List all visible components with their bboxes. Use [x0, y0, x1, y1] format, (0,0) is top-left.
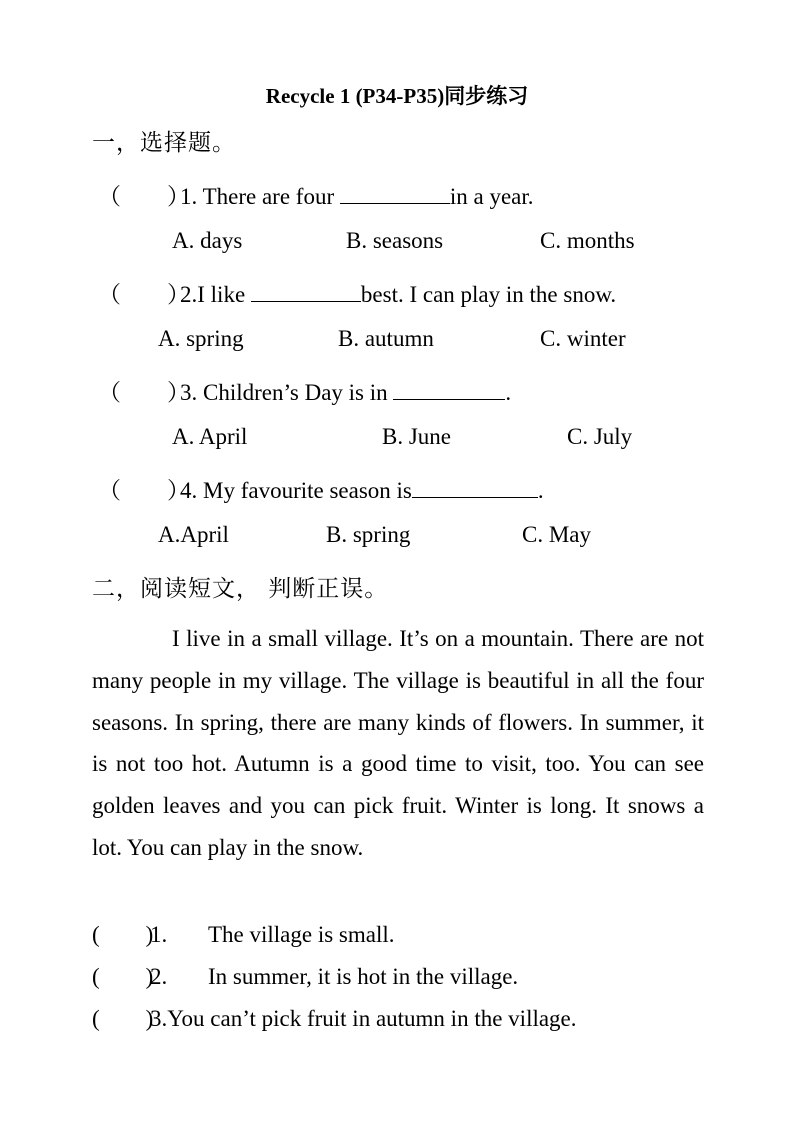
- statement-3: [92, 1000, 577, 1033]
- question-text-end: best. I can play in the snow.: [360, 282, 617, 307]
- option-a: A. days: [172, 228, 243, 253]
- option-a: A.April: [158, 522, 229, 547]
- section1-heading: 一，选择题。: [92, 130, 236, 156]
- option-b: B. seasons: [346, 228, 444, 253]
- option-a: A. April: [172, 424, 248, 449]
- answer-paren[interactable]: （ ）: [98, 282, 190, 307]
- statement-number: 1.: [150, 922, 168, 947]
- reading-passage: [92, 618, 704, 869]
- question-text: 4. My favourite season is: [180, 478, 412, 503]
- section2-heading: 二，阅读短文， 判断正误。: [92, 576, 389, 602]
- question-text-end: .: [505, 380, 512, 405]
- answer-blank[interactable]: [340, 183, 450, 204]
- statement-text: You can’t pick fruit in autumn in the village.: [167, 1006, 577, 1031]
- option-b: B. spring: [326, 522, 411, 547]
- question-text: 1. There are four: [180, 184, 340, 209]
- answer-paren[interactable]: （ ）: [98, 380, 190, 405]
- question-4: [98, 472, 544, 505]
- statement-number: 3.: [150, 1006, 168, 1031]
- question-text-end: in a year.: [449, 184, 534, 209]
- answer-paren[interactable]: ( ): [92, 1006, 154, 1031]
- option-c: C. winter: [540, 326, 626, 351]
- question-text: 3. Children’s Day is in: [180, 380, 394, 405]
- question-text-end: .: [537, 478, 544, 503]
- passage-text: I live in a small village. It’s on a mountain. There are not many people in my village. The village is beautiful in all the four seasons. In spring, there are many kinds of flowers. In summer, it is not too hot. Autumn is a good time to visit, too. You can see golden leaves and you can pick fruit. Winter is long. It snows a lot. You can play in the snow.: [92, 626, 704, 860]
- statement-text: In summer, it is hot in the village.: [208, 964, 519, 989]
- answer-blank[interactable]: [412, 477, 538, 498]
- option-b: B. June: [382, 424, 451, 449]
- answer-paren[interactable]: （ ）: [98, 184, 190, 209]
- option-b: B. autumn: [338, 326, 434, 351]
- answer-blank[interactable]: [393, 379, 505, 400]
- option-c: C. May: [522, 522, 591, 547]
- option-a: A. spring: [158, 326, 244, 351]
- answer-paren[interactable]: （ ）: [98, 478, 190, 503]
- statement-1: [92, 916, 395, 949]
- question-text: 2.I like: [180, 282, 251, 307]
- question-1: [98, 178, 534, 211]
- statement-text: The village is small.: [208, 922, 395, 947]
- answer-paren[interactable]: ( ): [92, 922, 154, 947]
- question-2: [98, 276, 616, 309]
- option-c: C. months: [540, 228, 635, 253]
- answer-paren[interactable]: ( ): [92, 964, 154, 989]
- statement-2: [92, 958, 518, 991]
- option-c: C. July: [567, 424, 633, 449]
- question-3: [98, 374, 511, 407]
- page-title: Recycle 1 (P34-P35)同步练习: [265, 84, 529, 108]
- statement-number: 2.: [150, 964, 168, 989]
- answer-blank[interactable]: [251, 281, 361, 302]
